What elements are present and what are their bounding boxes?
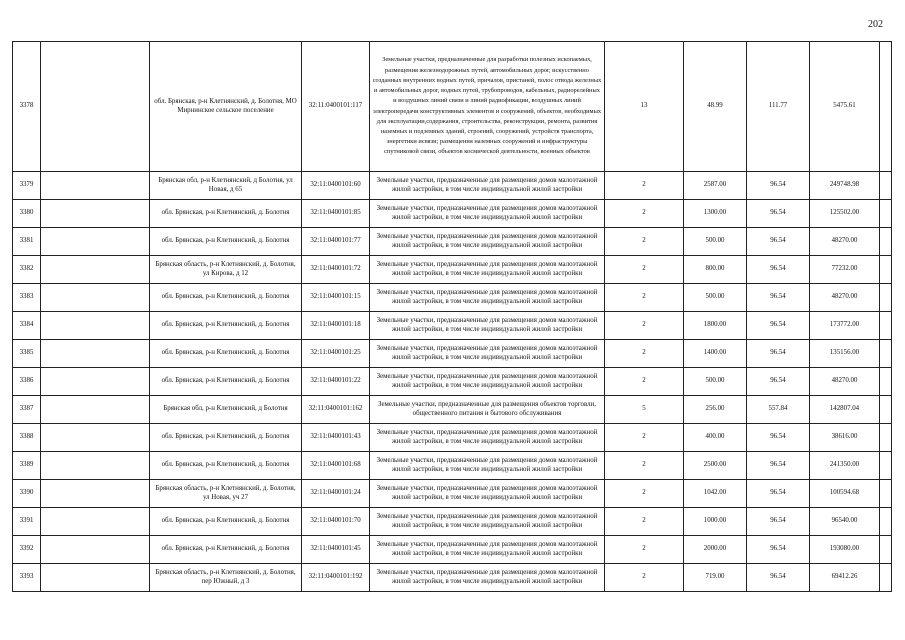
address-cell: обл. Брянская, р-н Клетнянский, д. Болотня, МО Мирнинское сельское поселение — [150, 42, 302, 172]
table-row — [13, 536, 892, 564]
area-cell: 500.00 — [684, 284, 747, 312]
empty-cell — [41, 312, 150, 340]
table-row — [13, 424, 892, 452]
empty-cell — [41, 200, 150, 228]
group-code-cell: 2 — [605, 536, 684, 564]
cadastral-number-cell: 32:11:0400101:192 — [302, 564, 370, 592]
address-cell: обл. Брянская, р-н Клетнянский, д. Болотня — [150, 452, 302, 480]
area-cell: 48.99 — [684, 42, 747, 172]
table-row — [13, 256, 892, 284]
specific-value-cell: 96.54 — [747, 536, 810, 564]
address-cell: Брянская обл, р-н Клетнянский, д Болотня — [150, 396, 302, 424]
cadastral-value-cell: 173772.00 — [810, 312, 880, 340]
empty-cell — [880, 508, 892, 536]
cadastral-value-cell: 193080.00 — [810, 536, 880, 564]
group-code-cell: 5 — [605, 396, 684, 424]
table-row — [13, 172, 892, 200]
cadastral-value-cell: 69412.26 — [810, 564, 880, 592]
empty-cell — [880, 256, 892, 284]
cadastral-number-cell: 32:11:0400101:77 — [302, 228, 370, 256]
empty-cell — [41, 256, 150, 284]
empty-cell — [41, 480, 150, 508]
table-row — [13, 340, 892, 368]
empty-cell — [880, 480, 892, 508]
cadastral-value-cell: 5475.61 — [810, 42, 880, 172]
table-row — [13, 42, 892, 172]
row-index-cell: 3386 — [13, 368, 41, 396]
group-code-cell: 2 — [605, 312, 684, 340]
cadastral-value-cell: 100594.68 — [810, 480, 880, 508]
empty-cell — [41, 396, 150, 424]
specific-value-cell: 96.54 — [747, 508, 810, 536]
cadastral-number-cell: 32:11:0400101:25 — [302, 340, 370, 368]
group-code-cell: 2 — [605, 340, 684, 368]
row-index-cell: 3389 — [13, 452, 41, 480]
group-code-cell: 2 — [605, 368, 684, 396]
cadastral-number-cell: 32:11:0400101:45 — [302, 536, 370, 564]
land-purpose-cell: Земельные участки, предназначенные для размещения домов малоэтажной жилой застройки, в том числе индивидуальной жилой застройки — [370, 172, 605, 200]
specific-value-cell: 96.54 — [747, 200, 810, 228]
specific-value-cell: 96.54 — [747, 172, 810, 200]
row-index-cell: 3388 — [13, 424, 41, 452]
land-purpose-cell: Земельные участки, предназначенные для размещения домов малоэтажной жилой застройки, в том числе индивидуальной жилой застройки — [370, 340, 605, 368]
address-cell: обл. Брянская, р-н Клетнянский, д. Болотня — [150, 368, 302, 396]
land-purpose-cell: Земельные участки, предназначенные для размещения домов малоэтажной жилой застройки, в том числе индивидуальной жилой застройки — [370, 284, 605, 312]
group-code-cell: 2 — [605, 564, 684, 592]
row-index-cell: 3393 — [13, 564, 41, 592]
cadastral-number-cell: 32:11:0400101:24 — [302, 480, 370, 508]
empty-cell — [41, 284, 150, 312]
specific-value-cell: 111.77 — [747, 42, 810, 172]
empty-cell — [41, 424, 150, 452]
specific-value-cell: 557.84 — [747, 396, 810, 424]
land-purpose-cell: Земельные участки, предназначенные для разработки полезных ископаемых, размещения железнодорожных путей, автомобильных дорог, искусственно созданных внутренних водных путей, причалов, пристаней, полос отвода железных и автомобильных дорог, водных путей, трубопроводов, кабельных, радиорелейных и воздушных линий связи и линий радиофикации, воздушных линий электропередачи конструктивных элементов и сооружений, объектов, необходимых для эксплуатации,содержания, строительства, реконструкции, ремонта, развития наземных и подземных зданий, строений, сооружений, устройств транспорта, энергетики исвязи; размещения наземных сооружений и инфраструктуры спутниковой связи, объектов космической деятельности, военных объектов — [370, 42, 605, 172]
table-row — [13, 368, 892, 396]
area-cell: 400.00 — [684, 424, 747, 452]
cadastral-number-cell: 32:11:0400101:72 — [302, 256, 370, 284]
land-purpose-cell: Земельные участки, предназначенные для размещения домов малоэтажной жилой застройки, в том числе индивидуальной жилой застройки — [370, 564, 605, 592]
address-cell: обл. Брянская, р-н Клетнянский, д. Болотня — [150, 312, 302, 340]
table-row — [13, 452, 892, 480]
land-purpose-cell: Земельные участки, предназначенные для размещения домов малоэтажной жилой застройки, в том числе индивидуальной жилой застройки — [370, 508, 605, 536]
land-purpose-cell: Земельные участки, предназначенные для размещения домов малоэтажной жилой застройки, в том числе индивидуальной жилой застройки — [370, 228, 605, 256]
group-code-cell: 2 — [605, 200, 684, 228]
group-code-cell: 13 — [605, 42, 684, 172]
cadastral-number-cell: 32:11:0400101:162 — [302, 396, 370, 424]
empty-cell — [41, 368, 150, 396]
empty-cell — [880, 340, 892, 368]
cadastral-number-cell: 32:11:0400101:22 — [302, 368, 370, 396]
area-cell: 2000.00 — [684, 536, 747, 564]
address-cell: обл. Брянская, р-н Клетнянский, д. Болотня — [150, 424, 302, 452]
page-number: 202 — [868, 19, 883, 30]
cadastral-number-cell: 32:11:0400101:85 — [302, 200, 370, 228]
specific-value-cell: 96.54 — [747, 480, 810, 508]
address-cell: Брянская область, р-н Клетнянский, д. Болотня, ул Кирова, д 12 — [150, 256, 302, 284]
area-cell: 2500.00 — [684, 452, 747, 480]
cadastral-number-cell: 32:11:0400101:43 — [302, 424, 370, 452]
specific-value-cell: 96.54 — [747, 312, 810, 340]
specific-value-cell: 96.54 — [747, 284, 810, 312]
land-purpose-cell: Земельные участки, предназначенные для размещения домов малоэтажной жилой застройки, в том числе индивидуальной жилой застройки — [370, 452, 605, 480]
table-row — [13, 508, 892, 536]
land-purpose-cell: Земельные участки, предназначенные для размещения домов малоэтажной жилой застройки, в том числе индивидуальной жилой застройки — [370, 536, 605, 564]
table-row — [13, 200, 892, 228]
area-cell: 500.00 — [684, 228, 747, 256]
empty-cell — [41, 228, 150, 256]
cadastral-value-cell: 48270.00 — [810, 284, 880, 312]
group-code-cell: 2 — [605, 508, 684, 536]
land-purpose-cell: Земельные участки, предназначенные для размещения домов малоэтажной жилой застройки, в том числе индивидуальной жилой застройки — [370, 424, 605, 452]
row-index-cell: 3378 — [13, 42, 41, 172]
cadastral-value-cell: 96540.00 — [810, 508, 880, 536]
group-code-cell: 2 — [605, 228, 684, 256]
empty-cell — [880, 284, 892, 312]
empty-cell — [880, 42, 892, 172]
address-cell: обл. Брянская, р-н Клетнянский, д. Болотня — [150, 508, 302, 536]
area-cell: 800.00 — [684, 256, 747, 284]
area-cell: 719.00 — [684, 564, 747, 592]
specific-value-cell: 96.54 — [747, 256, 810, 284]
cadastral-value-cell: 249748.98 — [810, 172, 880, 200]
address-cell: обл. Брянская, р-н Клетнянский, д. Болотня — [150, 228, 302, 256]
area-cell: 1042.00 — [684, 480, 747, 508]
table-row — [13, 564, 892, 592]
empty-cell — [41, 340, 150, 368]
table-body — [13, 42, 892, 592]
empty-cell — [880, 368, 892, 396]
area-cell: 1000.00 — [684, 508, 747, 536]
row-index-cell: 3384 — [13, 312, 41, 340]
cadastral-value-cell: 135156.00 — [810, 340, 880, 368]
specific-value-cell: 96.54 — [747, 424, 810, 452]
empty-cell — [880, 172, 892, 200]
row-index-cell: 3392 — [13, 536, 41, 564]
cadastral-value-cell: 241350.00 — [810, 452, 880, 480]
group-code-cell: 2 — [605, 172, 684, 200]
group-code-cell: 2 — [605, 284, 684, 312]
land-purpose-cell: Земельные участки, предназначенные для размещения домов малоэтажной жилой застройки, в том числе индивидуальной жилой застройки — [370, 312, 605, 340]
empty-cell — [880, 452, 892, 480]
area-cell: 500.00 — [684, 368, 747, 396]
address-cell: обл. Брянская, р-н Клетнянский, д. Болотня — [150, 340, 302, 368]
address-cell: Брянская обл, р-н Клетнянский, д Болотня, ул Новая, д 65 — [150, 172, 302, 200]
group-code-cell: 2 — [605, 452, 684, 480]
empty-cell — [41, 536, 150, 564]
land-purpose-cell: Земельные участки, предназначенные для размещения объектов торговли, общественного питания и бытового обслуживания — [370, 396, 605, 424]
row-index-cell: 3391 — [13, 508, 41, 536]
cadastral-number-cell: 32:11:0400101:117 — [302, 42, 370, 172]
address-cell: Брянская область, р-н Клетнянский, д. Болотня, ул Новая, уч 27 — [150, 480, 302, 508]
land-purpose-cell: Земельные участки, предназначенные для размещения домов малоэтажной жилой застройки, в том числе индивидуальной жилой застройки — [370, 200, 605, 228]
row-index-cell: 3382 — [13, 256, 41, 284]
address-cell: обл. Брянская, р-н Клетнянский, д. Болотня — [150, 536, 302, 564]
address-cell: обл. Брянская, р-н Клетнянский, д. Болотня — [150, 284, 302, 312]
row-index-cell: 3383 — [13, 284, 41, 312]
specific-value-cell: 96.54 — [747, 452, 810, 480]
area-cell: 1300.00 — [684, 200, 747, 228]
cadastral-number-cell: 32:11:0400101:18 — [302, 312, 370, 340]
land-purpose-cell: Земельные участки, предназначенные для размещения домов малоэтажной жилой застройки, в том числе индивидуальной жилой застройки — [370, 256, 605, 284]
area-cell: 2587.00 — [684, 172, 747, 200]
group-code-cell: 2 — [605, 480, 684, 508]
group-code-cell: 2 — [605, 424, 684, 452]
empty-cell — [41, 42, 150, 172]
empty-cell — [41, 172, 150, 200]
address-cell: Брянская область, р-н Клетнянский, д. Болотня, пер Южный, д 3 — [150, 564, 302, 592]
row-index-cell: 3379 — [13, 172, 41, 200]
empty-cell — [880, 228, 892, 256]
empty-cell — [880, 396, 892, 424]
cadastral-value-cell: 48270.00 — [810, 228, 880, 256]
cadastral-value-cell: 77232.00 — [810, 256, 880, 284]
empty-cell — [41, 508, 150, 536]
table-row — [13, 228, 892, 256]
row-index-cell: 3390 — [13, 480, 41, 508]
area-cell: 1800.00 — [684, 312, 747, 340]
cadastral-value-cell: 38616.00 — [810, 424, 880, 452]
specific-value-cell: 96.54 — [747, 564, 810, 592]
cadastral-number-cell: 32:11:0400101:70 — [302, 508, 370, 536]
table-row — [13, 396, 892, 424]
cadastral-number-cell: 32:11:0400101:68 — [302, 452, 370, 480]
empty-cell — [41, 452, 150, 480]
empty-cell — [880, 536, 892, 564]
cadastral-value-table — [12, 41, 892, 592]
land-purpose-cell: Земельные участки, предназначенные для размещения домов малоэтажной жилой застройки, в том числе индивидуальной жилой застройки — [370, 480, 605, 508]
empty-cell — [880, 312, 892, 340]
row-index-cell: 3381 — [13, 228, 41, 256]
cadastral-value-cell: 48270.00 — [810, 368, 880, 396]
land-purpose-cell: Земельные участки, предназначенные для размещения домов малоэтажной жилой застройки, в том числе индивидуальной жилой застройки — [370, 368, 605, 396]
table-row — [13, 480, 892, 508]
specific-value-cell: 96.54 — [747, 368, 810, 396]
address-cell: обл. Брянская, р-н Клетнянский, д. Болотня — [150, 200, 302, 228]
row-index-cell: 3385 — [13, 340, 41, 368]
empty-cell — [880, 564, 892, 592]
cadastral-value-cell: 142807.04 — [810, 396, 880, 424]
cadastral-number-cell: 32:11:0400101:15 — [302, 284, 370, 312]
specific-value-cell: 96.54 — [747, 228, 810, 256]
group-code-cell: 2 — [605, 256, 684, 284]
table-row — [13, 284, 892, 312]
empty-cell — [880, 200, 892, 228]
cadastral-value-cell: 125502.00 — [810, 200, 880, 228]
specific-value-cell: 96.54 — [747, 340, 810, 368]
cadastral-number-cell: 32:11:0400101:60 — [302, 172, 370, 200]
empty-cell — [880, 424, 892, 452]
table-row — [13, 312, 892, 340]
row-index-cell: 3380 — [13, 200, 41, 228]
row-index-cell: 3387 — [13, 396, 41, 424]
area-cell: 256.00 — [684, 396, 747, 424]
area-cell: 1400.00 — [684, 340, 747, 368]
empty-cell — [41, 564, 150, 592]
